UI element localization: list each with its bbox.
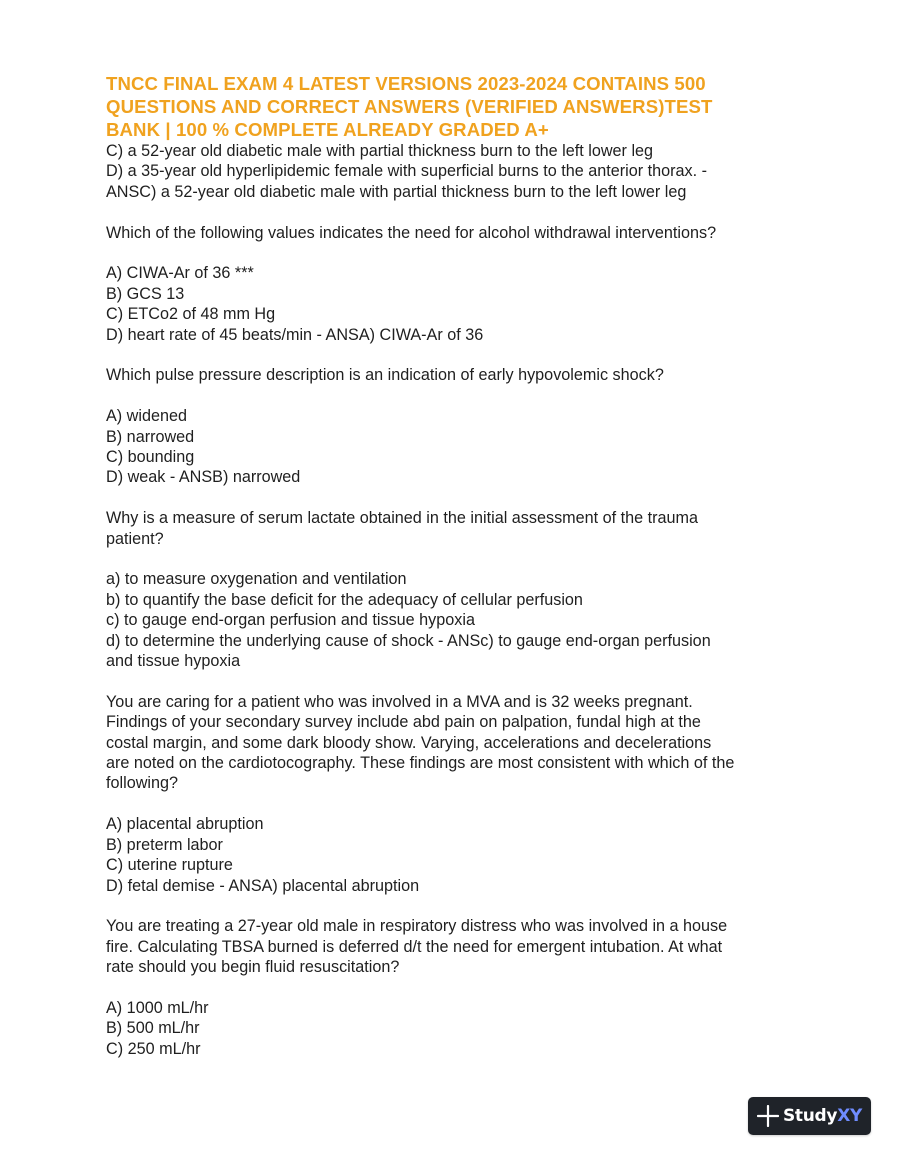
- text-line: D) a 35-year old hyperlipidemic female with superficial burns to the anterior thorax. -: [106, 162, 708, 181]
- text-line: fire. Calculating TBSA burned is deferred d/t the need for emergent intubation. At what: [106, 937, 723, 956]
- text-line: rate should you begin fluid resuscitation?: [106, 958, 400, 977]
- text-line: d) to determine the underlying cause of shock - ANSc) to gauge end-organ perfusion: [106, 631, 711, 650]
- text-line: D) heart rate of 45 beats/min - ANSA) CIWA-Ar of 36: [106, 325, 484, 344]
- text-line: Findings of your secondary survey include abd pain on palpation, fundal high at the: [106, 713, 701, 732]
- text-line: Which pulse pressure description is an indication of early hypovolemic shock?: [106, 366, 664, 385]
- text-line: b) to quantify the base deficit for the adequacy of cellular perfusion: [106, 590, 583, 609]
- blank-line: [106, 386, 806, 406]
- plus-sparkle-icon: [757, 1105, 779, 1127]
- text-line: Which of the following values indicates the need for alcohol withdrawal interventions?: [106, 223, 717, 242]
- text-line: costal margin, and some dark bloody show. Varying, accelerations and decelerations: [106, 733, 712, 752]
- text-line: C) a 52-year old diabetic male with partial thickness burn to the left lower leg: [106, 142, 654, 160]
- blank-line: [106, 794, 806, 814]
- text-line: A) CIWA-Ar of 36 ***: [106, 264, 254, 283]
- text-line: and tissue hypoxia: [106, 652, 241, 671]
- blank-line: [106, 488, 806, 508]
- brand-name-study: Study: [782, 1106, 838, 1126]
- document-title: [106, 72, 806, 141]
- text-line: B) preterm labor: [106, 835, 223, 854]
- title-line: QUESTIONS AND CORRECT ANSWERS (VERIFIED ANSWERS)TEST: [106, 96, 713, 117]
- text-line: c) to gauge end-organ perfusion and tissue hypoxia: [106, 611, 475, 630]
- text-line: B) 500 mL/hr: [106, 1019, 200, 1038]
- text-line: B) GCS 13: [106, 284, 185, 303]
- blank-line: [106, 896, 806, 916]
- blank-line: [106, 243, 806, 263]
- document-body: [106, 141, 806, 1059]
- blank-line: [106, 549, 806, 569]
- blank-line: [106, 978, 806, 998]
- text-line: A) placental abruption: [106, 815, 264, 834]
- text-line: C) ETCo2 of 48 mm Hg: [106, 305, 276, 324]
- text-line: Why is a measure of serum lactate obtained in the initial assessment of the trauma: [106, 509, 699, 528]
- blank-line: [106, 671, 806, 691]
- blank-line: [106, 345, 806, 365]
- text-line: You are treating a 27-year old male in respiratory distress who was involved in a house: [106, 917, 728, 936]
- studyxy-badge[interactable]: [748, 1097, 871, 1135]
- text-line: ANSC) a 52-year old diabetic male with partial thickness burn to the left lower leg: [106, 182, 687, 201]
- brand-name: [783, 1106, 862, 1126]
- document-page: [106, 72, 806, 1059]
- text-line: D) fetal demise - ANSA) placental abruption: [106, 876, 420, 895]
- text-line: C) 250 mL/hr: [106, 1039, 201, 1058]
- text-line: are noted on the cardiotocography. These findings are most consistent with which of the: [106, 754, 735, 773]
- text-line: C) bounding: [106, 448, 195, 467]
- text-line: B) narrowed: [106, 427, 195, 446]
- title-line: BANK | 100 % COMPLETE ALREADY GRADED A+: [106, 119, 549, 140]
- text-line: a) to measure oxygenation and ventilation: [106, 570, 407, 589]
- text-line: You are caring for a patient who was involved in a MVA and is 32 weeks pregnant.: [106, 692, 693, 711]
- text-line: following?: [106, 774, 178, 793]
- text-line: D) weak - ANSB) narrowed: [106, 468, 301, 487]
- text-line: A) widened: [106, 407, 187, 426]
- blank-line: [106, 202, 806, 222]
- brand-name-xy: XY: [837, 1106, 863, 1126]
- text-line: C) uterine rupture: [106, 856, 233, 875]
- text-line: patient?: [106, 529, 164, 548]
- text-line: A) 1000 mL/hr: [106, 998, 209, 1017]
- title-line: TNCC FINAL EXAM 4 LATEST VERSIONS 2023-2024 CONTAINS 500: [106, 73, 706, 94]
